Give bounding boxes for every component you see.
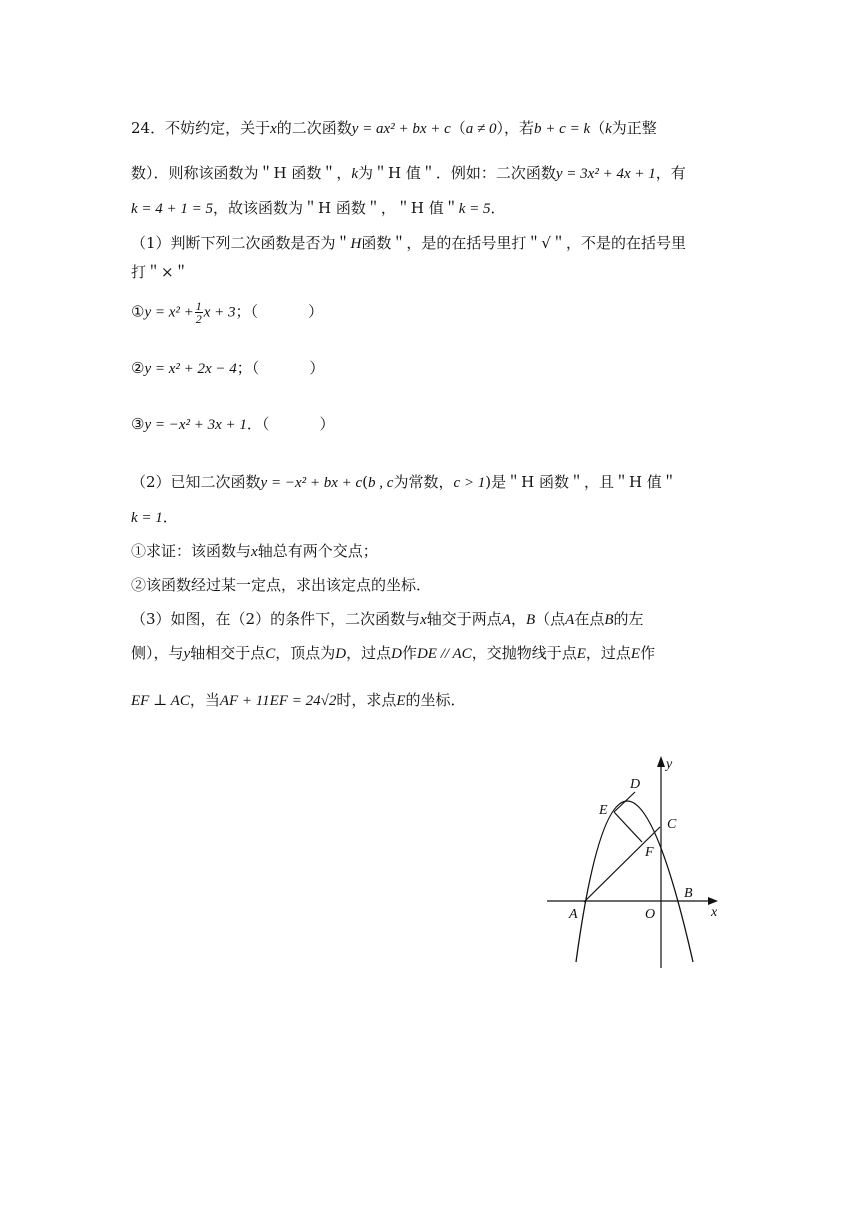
math-bck: b + c = k bbox=[534, 121, 591, 137]
math-x: x bbox=[420, 612, 427, 628]
text: 为＂H 值＂．例如：二次函数 bbox=[358, 164, 556, 182]
math-A: A bbox=[565, 612, 575, 628]
math-a-nonzero: a ≠ 0 bbox=[465, 121, 497, 137]
label-o: O bbox=[645, 907, 656, 922]
math-x: x bbox=[251, 544, 258, 560]
line-ac bbox=[584, 827, 660, 902]
math-k5b: k = 5 bbox=[458, 201, 491, 217]
math-c-gt-1: c > 1 bbox=[453, 475, 486, 491]
label-f: F bbox=[645, 845, 654, 860]
text: 轴总有两个交点； bbox=[257, 542, 378, 560]
math-af-ef-equation: AF + 11EF = 24√2 bbox=[219, 693, 337, 709]
text: ，过点 bbox=[346, 644, 392, 662]
text: ；（ bbox=[235, 302, 259, 321]
math-C: C bbox=[265, 646, 276, 662]
text: ，有 bbox=[655, 164, 686, 182]
label-d: D bbox=[630, 777, 641, 792]
text: ） bbox=[308, 302, 324, 321]
math-function: y = ax² + bx + c bbox=[351, 121, 451, 137]
text: 的二次函数 bbox=[276, 119, 352, 137]
math-y: y bbox=[183, 646, 191, 662]
y-axis-arrow bbox=[657, 756, 665, 767]
label-a: A bbox=[569, 907, 578, 922]
math-E: E bbox=[630, 646, 641, 662]
text: ，顶点为 bbox=[275, 644, 336, 662]
text: 轴交于两点 bbox=[426, 610, 502, 628]
text: 数）．则称该函数为＂H 函数＂， bbox=[131, 164, 352, 182]
math-B: B bbox=[525, 612, 536, 628]
math-E: E bbox=[396, 693, 406, 709]
text: 轴相交于点 bbox=[190, 644, 266, 662]
text: 函数＂，是的在括号里打＂√＂，不是的在括号里 bbox=[361, 234, 686, 252]
math-item1-b: x + 3 bbox=[203, 304, 236, 321]
text: 为常数， bbox=[393, 473, 454, 491]
label-e: E bbox=[599, 803, 608, 818]
math-k: k bbox=[351, 166, 359, 182]
math-k1: k = 1 bbox=[131, 510, 163, 526]
text: ( bbox=[362, 473, 369, 491]
text: )是＂H 函数＂，且＂H 值＂ bbox=[485, 473, 677, 491]
text: ，过点 bbox=[585, 644, 631, 662]
text: ，交抛物线于点 bbox=[471, 644, 577, 662]
numerator: 1 bbox=[195, 299, 202, 313]
text: ），若 bbox=[496, 119, 535, 137]
math-A: A bbox=[501, 612, 511, 628]
line-ef bbox=[614, 812, 642, 842]
text: ） bbox=[319, 415, 335, 433]
text: ． bbox=[490, 199, 506, 217]
math-bc: b , c bbox=[368, 475, 394, 491]
math-example: y = 3x² + 4x + 1 bbox=[555, 166, 656, 182]
text: （2）已知二次函数 bbox=[131, 473, 261, 491]
math-B: B bbox=[604, 612, 614, 628]
math-E: E bbox=[576, 646, 586, 662]
text: （ bbox=[590, 119, 606, 137]
math-h: H bbox=[350, 236, 362, 252]
label-x: x bbox=[711, 905, 718, 920]
text: ③ bbox=[131, 415, 145, 433]
text: ，故该函数为＂H 函数＂，＂H 值＂ bbox=[213, 199, 459, 217]
label-y: y bbox=[666, 757, 673, 772]
text: ，当 bbox=[189, 691, 220, 709]
text: ． bbox=[162, 508, 178, 526]
text: 24．不妨约定，关于 bbox=[131, 119, 271, 137]
math-ef-perp-ac: EF ⊥ AC bbox=[131, 693, 190, 709]
text: ① bbox=[131, 302, 145, 321]
text: 的坐标． bbox=[405, 691, 466, 709]
math-k: k bbox=[605, 121, 612, 137]
math-item1-a: y = x² + bbox=[144, 304, 194, 321]
text: （点 bbox=[535, 610, 566, 628]
math-D: D bbox=[335, 646, 347, 662]
text: 的左 bbox=[613, 610, 644, 628]
text: （3）如图，在（2）的条件下，二次函数与 bbox=[131, 610, 421, 628]
math-D: D bbox=[391, 646, 402, 662]
text: 在点 bbox=[574, 610, 605, 628]
text: ② bbox=[131, 359, 145, 377]
x-axis-arrow bbox=[708, 897, 718, 905]
math-x: x bbox=[270, 121, 277, 137]
text: ；（ bbox=[236, 359, 260, 377]
text: 时，求点 bbox=[336, 691, 397, 709]
text: ．（ bbox=[246, 415, 270, 433]
text: ） bbox=[309, 359, 325, 377]
text: 打＂×＂ bbox=[131, 263, 189, 281]
text: 为正整 bbox=[611, 119, 657, 137]
text: ①求证：该函数与 bbox=[131, 542, 252, 560]
text: （1）判断下列二次函数是否为＂ bbox=[131, 234, 351, 252]
label-c: C bbox=[667, 817, 677, 832]
math-item3: y = −x² + 3x + 1 bbox=[144, 417, 247, 433]
math-item2: y = x² + 2x − 4 bbox=[144, 361, 237, 377]
label-b: B bbox=[684, 886, 693, 901]
math-part2-func: y = −x² + bx + c bbox=[260, 475, 363, 491]
denominator: 2 bbox=[195, 312, 202, 326]
math-de-parallel-ac: DE // AC bbox=[416, 646, 472, 662]
text: ， bbox=[510, 610, 526, 628]
text: 侧），与 bbox=[131, 644, 184, 662]
text: （ bbox=[450, 119, 466, 137]
text: ②该函数经过某一定点，求出该定点的坐标． bbox=[131, 576, 432, 594]
text: 作 bbox=[401, 644, 417, 662]
text: 作 bbox=[640, 644, 656, 662]
math-k5: k = 4 + 1 = 5 bbox=[131, 201, 214, 217]
